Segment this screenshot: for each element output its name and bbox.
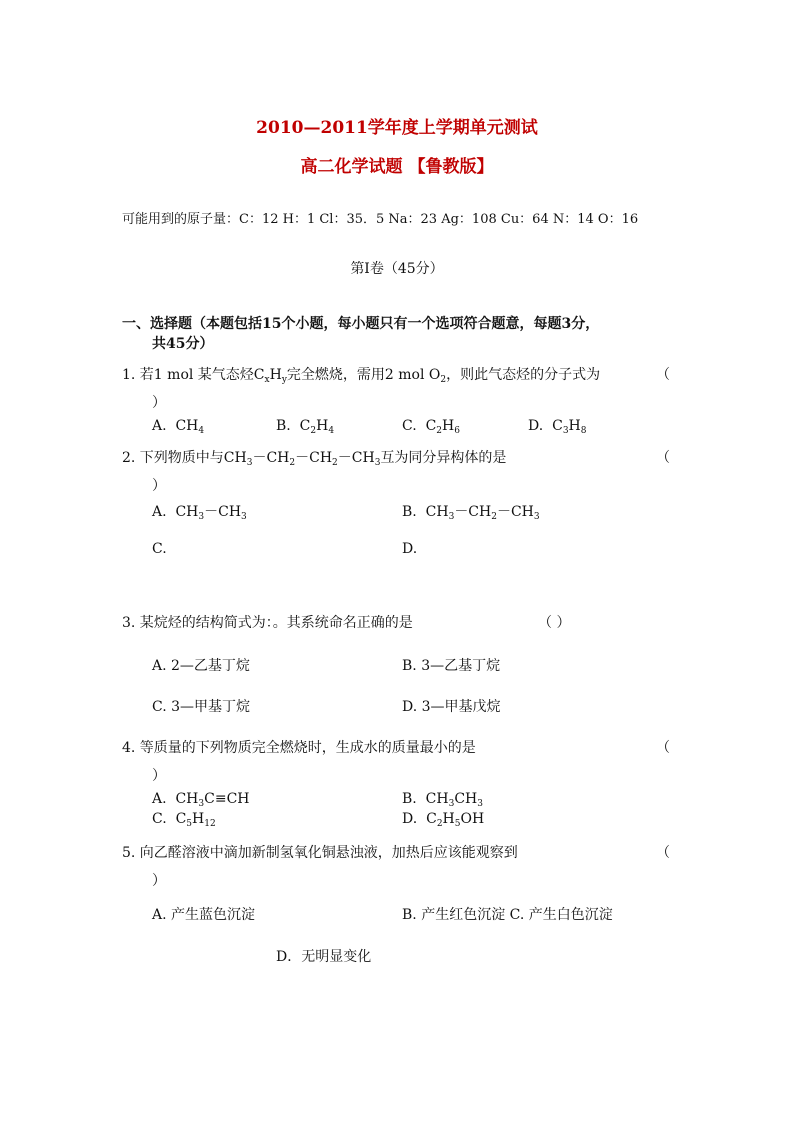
q4-option-c: C. $C_5H_{12}$: [152, 811, 216, 829]
q2-option-c: C.: [152, 541, 167, 557]
volume-heading: 第Ⅰ卷（45分）: [350, 261, 444, 277]
q3-option-c: C. 3—甲基丁烷: [152, 699, 251, 715]
q2-option-d: D.: [402, 541, 418, 557]
q3-option-a: A. 2—乙基丁烷: [152, 658, 250, 674]
section-heading-line2: 共45分）: [152, 336, 214, 352]
q3-option-b: B. 3—乙基丁烷: [402, 658, 501, 674]
answer-paren-open: （: [656, 450, 670, 466]
question-5-stem: 5. 向乙醛溶液中滴加新制氢氧化铜悬浊液，加热后应该能观察到: [122, 845, 518, 861]
q1-option-a: A. $CH_4$: [152, 418, 205, 436]
q3-answer-paren: （ ）: [538, 615, 571, 631]
q2-option-a: A. $CH_3-CH_3$: [152, 504, 247, 522]
question-4-stem: 4. 等质量的下列物质完全燃烧时，生成水的质量最小的是: [122, 740, 476, 756]
answer-paren-open: （: [656, 845, 670, 861]
q3-option-d: D. 3—甲基戊烷: [402, 699, 501, 715]
q5-option-bc: B. 产生红色沉淀 C. 产生白色沉淀: [402, 907, 613, 923]
exam-subtitle: 高二化学试题 【鲁教版】: [300, 157, 494, 177]
answer-paren-close: ）: [152, 768, 166, 784]
q2-option-b: B. $CH_3-CH_2-CH_3$: [402, 504, 540, 522]
q1-option-c: C. $C_2H_6$: [402, 418, 460, 436]
exam-title: 2010—2011学年度上学期单元测试: [256, 118, 538, 138]
q1-option-b: B. $C_2H_4$: [276, 418, 335, 436]
q4-option-a: A. $CH_3C\equiv CH$: [152, 791, 250, 809]
answer-paren-close: ）: [152, 873, 166, 889]
q5-option-d: D．无明显变化: [276, 949, 372, 965]
q5-option-a: A. 产生蓝色沉淀: [152, 907, 256, 923]
section-heading-line1: 一、选择题（本题包括15个小题，每小题只有一个选项符合题意，每题3分，: [122, 316, 600, 332]
question-1-stem: 1. 若1 mol 某气态烃$C_xH_y$完全燃烧，需用2 mol $O_2$，则此气态烃的分子式为: [122, 367, 601, 385]
answer-paren-close: ）: [152, 478, 166, 494]
q4-option-d: D. $C_2H_5OH$: [402, 811, 485, 829]
q1-option-d: D. $C_3H_8$: [528, 418, 587, 436]
question-2-stem: 2. 下列物质中与$CH_3-CH_2-CH_2-CH_3$互为同分异构体的是: [122, 450, 507, 468]
q4-option-b: B. $CH_3CH_3$: [402, 791, 483, 809]
atomic-masses: 可能用到的原子量：C：12 H：1 Cl：35．5 Na：23 Ag：108 Cu：64 N：14 O：16: [122, 212, 639, 227]
question-3-stem: 3. 某烷烃的结构简式为：。其系统命名正确的是: [122, 615, 413, 631]
answer-paren-open: （: [656, 367, 670, 383]
answer-paren-close: ）: [152, 395, 166, 411]
answer-paren-open: （: [656, 740, 670, 756]
